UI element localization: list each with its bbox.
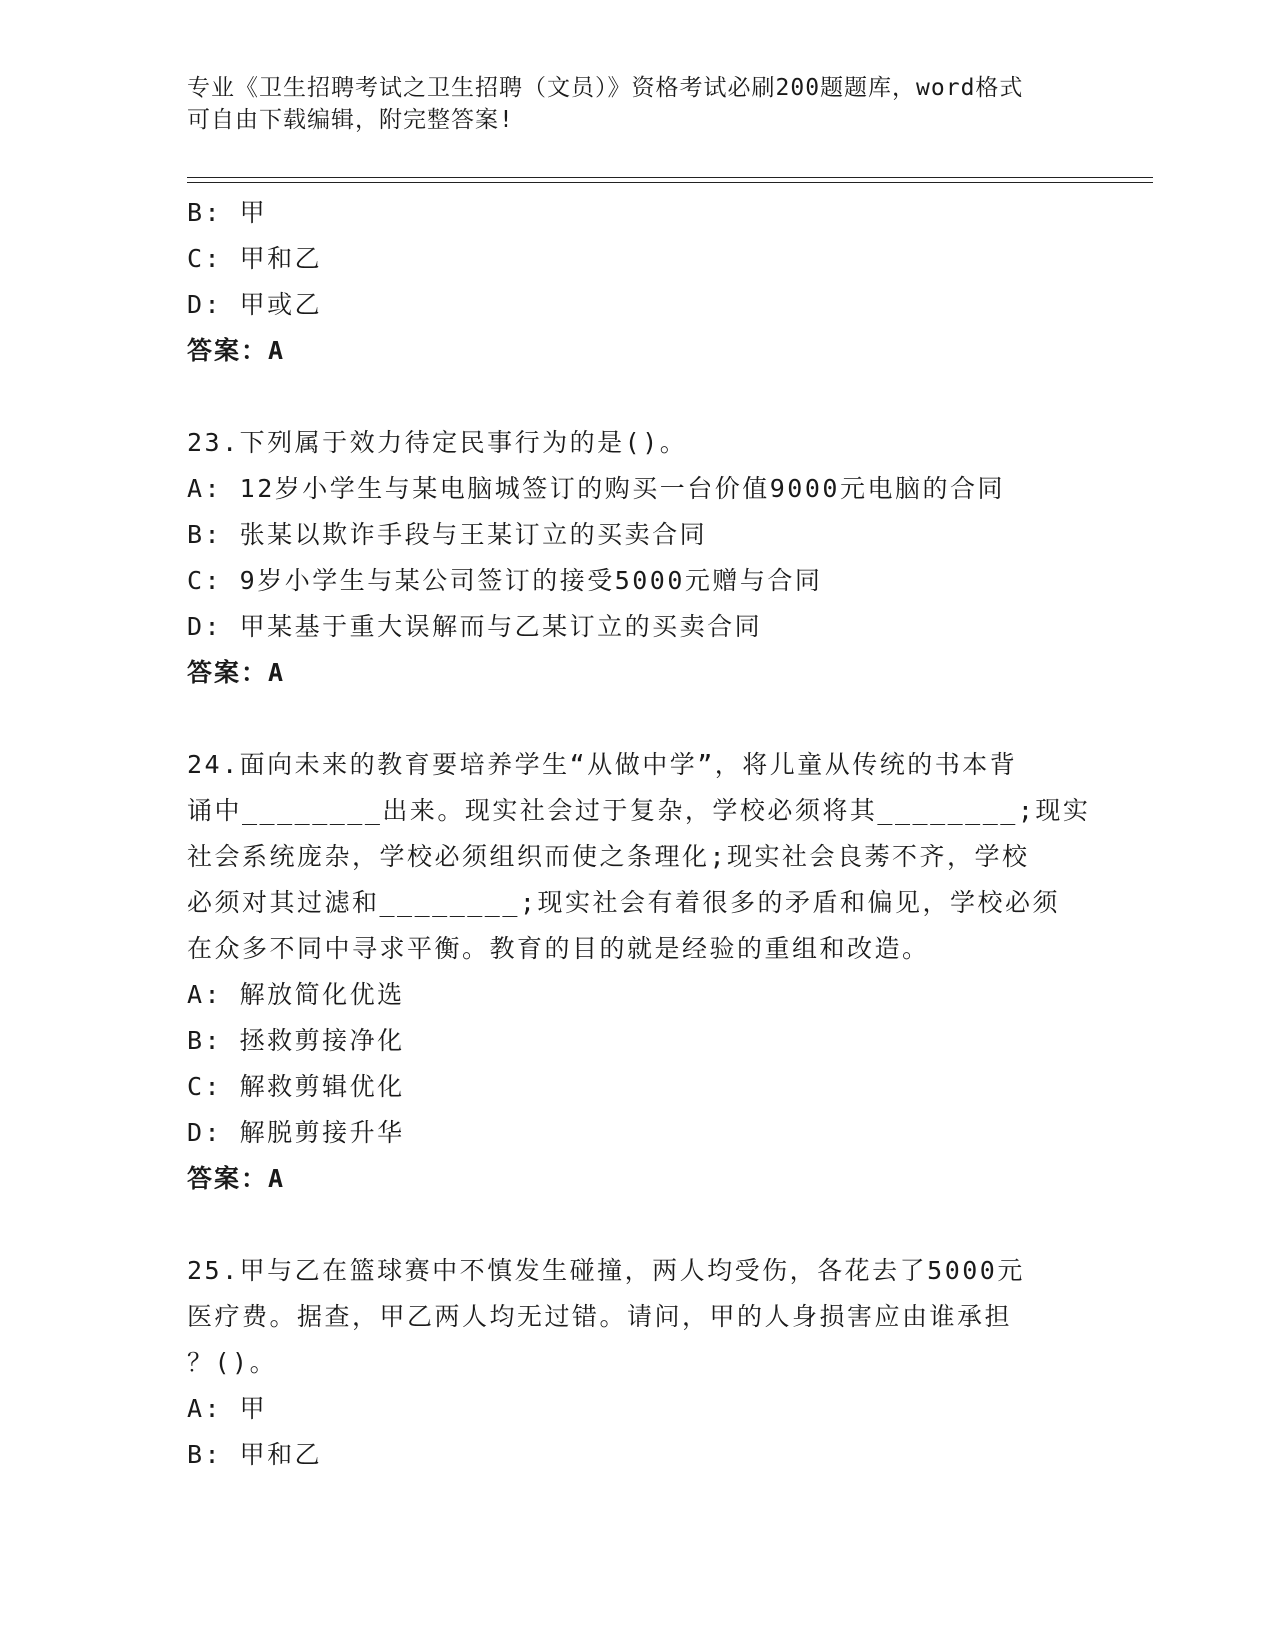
option-d: D: 甲某基于重大误解而与乙某订立的买卖合同	[187, 612, 763, 641]
option-d: D: 甲或乙	[187, 290, 323, 319]
answer-line: 答案：A	[187, 336, 286, 365]
option-a: A: 解放简化优选	[187, 980, 405, 1009]
spacer	[187, 1202, 1077, 1248]
spacer	[187, 374, 1077, 420]
header-line-2: 可自由下载编辑，附完整答案!	[187, 107, 514, 133]
question-stem-line-2: 诵中________出来。现实社会过于复杂，学校必须将其________;现实	[187, 796, 1091, 825]
answer-line: 答案：A	[187, 1164, 286, 1193]
question-stem-line-2: 医疗费。据查，甲乙两人均无过错。请问，甲的人身损害应由谁承担	[187, 1302, 1013, 1331]
question-stem-line-1: 24.面向未来的教育要培养学生“从做中学”，将儿童从传统的书本背	[187, 750, 1018, 779]
option-c: C: 9岁小学生与某公司签订的接受5000元赠与合同	[187, 566, 823, 595]
question-stem: 23.下列属于效力待定民事行为的是()。	[187, 428, 688, 457]
option-b: B: 拯救剪接净化	[187, 1026, 405, 1055]
option-a: A: 甲	[187, 1394, 268, 1423]
option-c: C: 解救剪辑优化	[187, 1072, 405, 1101]
option-b: B: 甲	[187, 198, 268, 227]
question-24	[187, 742, 1091, 1202]
question-stem-line-3: ？()。	[187, 1348, 278, 1377]
question-23	[187, 420, 1077, 696]
question-25	[187, 1248, 1077, 1478]
header-divider-top	[187, 177, 1153, 178]
question-list	[187, 190, 1091, 1478]
option-b: B: 张某以欺诈手段与王某订立的买卖合同	[187, 520, 708, 549]
option-c: C: 甲和乙	[187, 244, 323, 273]
question-stem-line-4: 必须对其过滤和________;现实社会有着很多的矛盾和偏见，学校必须	[187, 888, 1060, 917]
question-stem-line-3: 社会系统庞杂，学校必须组织而使之条理化;现实社会良莠不齐，学校	[187, 842, 1030, 871]
header-divider-bottom	[187, 182, 1153, 183]
option-a: A: 12岁小学生与某电脑城签订的购买一台价值9000元电脑的合同	[187, 474, 1005, 503]
option-d: D: 解脱剪接升华	[187, 1118, 405, 1147]
option-b: B: 甲和乙	[187, 1440, 323, 1469]
header-line-1: 专业《卫生招聘考试之卫生招聘（文员）》资格考试必刷200题题库，word格式	[187, 75, 1024, 101]
question-stem-line-1: 25.甲与乙在篮球赛中不慎发生碰撞，两人均受伤，各花去了5000元	[187, 1256, 1025, 1285]
document-header	[187, 72, 1067, 136]
spacer	[187, 696, 1077, 742]
question-22-continued	[187, 190, 1077, 374]
answer-line: 答案：A	[187, 658, 286, 687]
question-stem-line-5: 在众多不同中寻求平衡。教育的目的就是经验的重组和改造。	[187, 934, 930, 963]
